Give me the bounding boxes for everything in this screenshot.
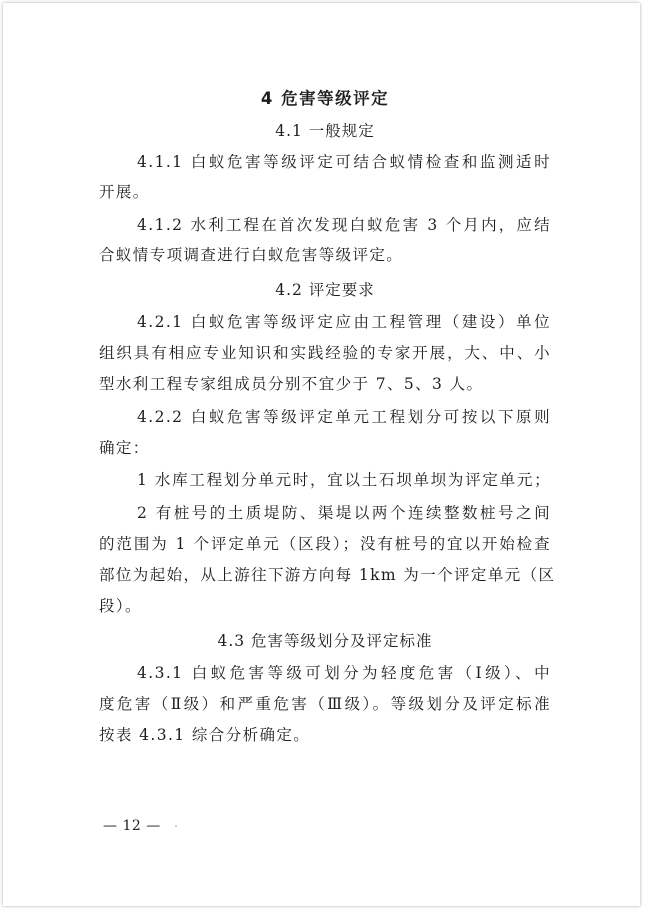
paragraph-4-1-2-line-2: 合蚁情专项调查进行白蚁危害等级评定。 [99, 246, 404, 264]
paragraph-4-2-2-line-2: 确定： [99, 439, 150, 457]
chapter-title: 4 危害等级评定 [260, 89, 390, 108]
paragraph-4-1-2-line-1: 4.1.2 水利工程在首次发现白蚁危害 3 个月内，应结 [137, 216, 551, 234]
paragraph-4-3-1-line-2: 度危害（Ⅱ级）和严重危害（Ⅲ级）。等级划分及评定标准 [99, 695, 551, 713]
paragraph-4-2-2-line-1: 4.2.2 白蚁危害等级评定单元工程划分可按以下原则 [137, 408, 551, 426]
paragraph-4-1-1-line-1: 4.1.1 白蚁危害等级评定可结合蚁情检查和监测适时 [137, 153, 551, 171]
list-item-2-line-4: 段）。 [99, 597, 142, 615]
scan-speck [175, 825, 177, 827]
list-item-1: 1 水库工程划分单元时，宜以土石坝单坝为评定单元； [137, 471, 551, 489]
section-heading-4-3: 4.3 危害等级划分及评定标准 [217, 632, 433, 650]
list-item-2-line-2: 的范围为 1 个评定单元（区段）；没有桩号的宜以开始检查 [99, 535, 551, 553]
paragraph-4-1-1-line-2: 开展。 [99, 183, 150, 201]
list-item-2-line-1: 2 有桩号的土质堤防、渠堤以两个连续整数桩号之间 [137, 504, 551, 522]
document-page [3, 3, 640, 906]
page-number: — 12 — [103, 818, 161, 834]
paragraph-4-2-1-line-1: 4.2.1 白蚁危害等级评定应由工程管理（建设）单位 [137, 313, 551, 331]
paragraph-4-3-1-line-3: 按表 4.3.1 综合分析确定。 [99, 726, 311, 744]
section-heading-4-1: 4.1 一般规定 [275, 122, 375, 140]
paragraph-4-2-1-line-3: 型水利工程专家组成员分别不宜少于 7、5、3 人。 [99, 375, 484, 393]
paragraph-4-3-1-line-1: 4.3.1 白蚁危害等级可划分为轻度危害（Ⅰ级）、中 [137, 664, 551, 682]
paragraph-4-2-1-line-2: 组织具有相应专业知识和实践经验的专家开展，大、中、小 [99, 344, 551, 362]
section-heading-4-2: 4.2 评定要求 [275, 281, 375, 299]
list-item-2-line-3: 部位为起始，从上游往下游方向每 1km 为一个评定单元（区 [99, 566, 556, 584]
